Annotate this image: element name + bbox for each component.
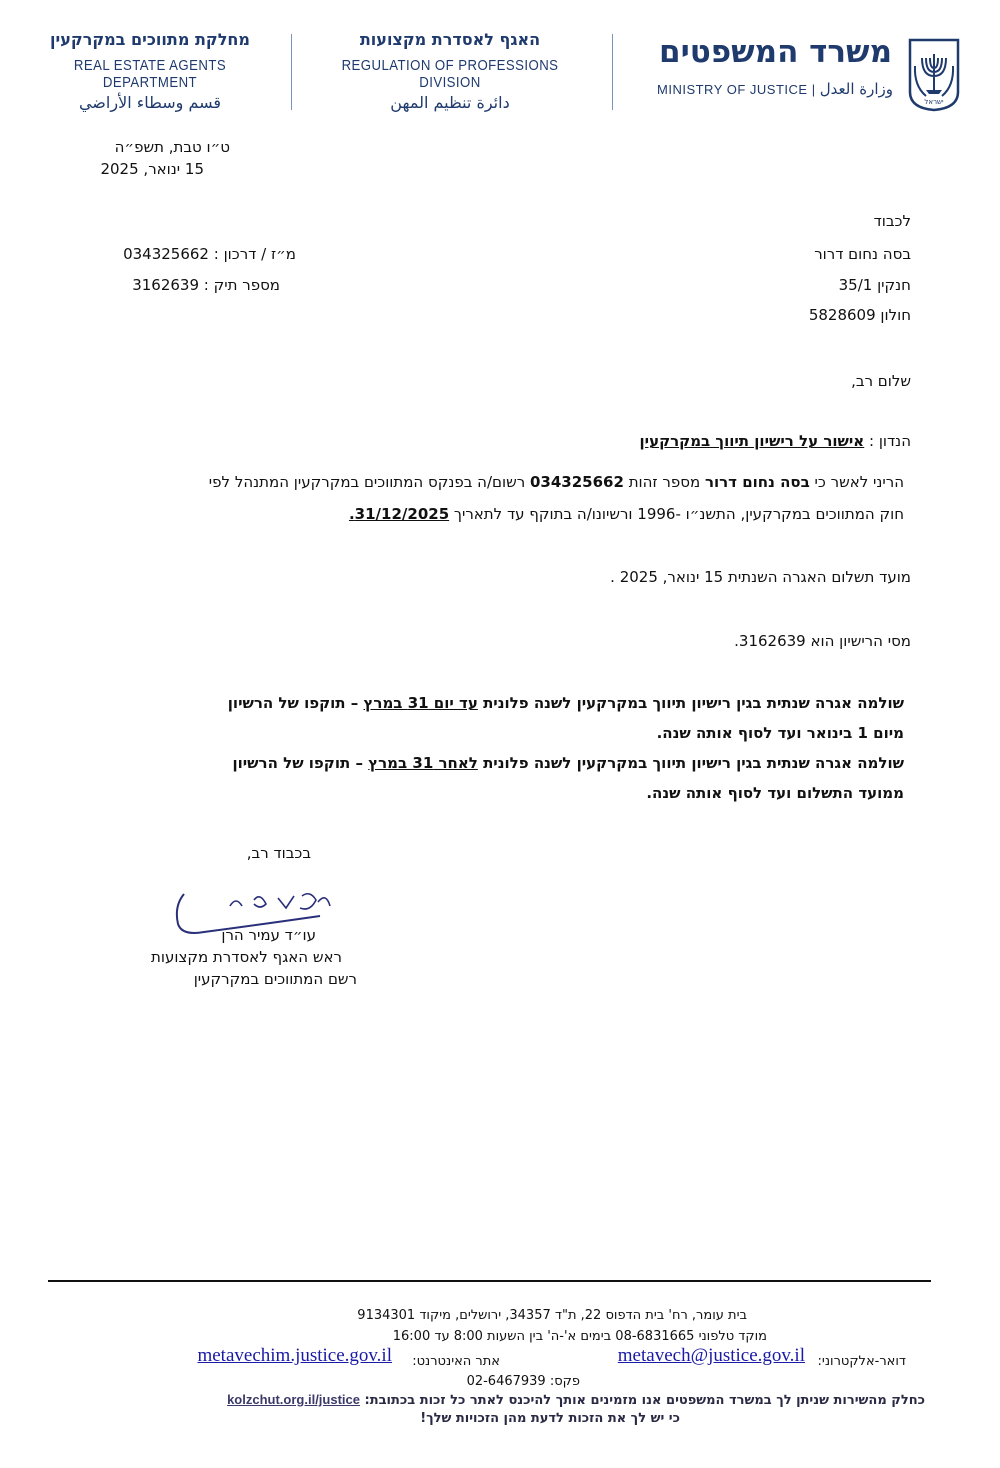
validity-conditions — [94, 688, 904, 808]
license-number-line: מסי הרישיון הוא 3162639. — [734, 632, 911, 650]
header-divider — [612, 34, 613, 110]
footer-email-label: דואר-אלקטרוני: — [817, 1354, 906, 1369]
confirmation-text: מספר זהות — [628, 473, 701, 491]
file-value: 3162639 — [132, 276, 200, 294]
confirmation-line-1 — [94, 466, 904, 498]
subject-label: הנדון : — [869, 432, 911, 450]
condition-deadline: עד יום 31 במרץ — [363, 694, 478, 712]
file-reference — [132, 274, 280, 296]
department-name-arabic: قسم وسطاء الأراضي — [78, 93, 222, 112]
ministry-name-hebrew: משרד המשפטים — [658, 34, 892, 70]
payment-date-line: מועד תשלום האגרה השנתית 15 ינואר, 2025 . — [610, 568, 911, 586]
condition-1-line-2: מיום 1 בינואר ועד לסוף אותה שנה. — [656, 724, 904, 742]
footer-web-link[interactable]: metavechim.justice.gov.il — [197, 1345, 392, 1366]
division-name-arabic: دائرة تنظيم المهن — [390, 93, 510, 112]
department-header — [30, 30, 270, 112]
id-reference — [123, 243, 296, 265]
id-value: 034325662 — [123, 245, 209, 263]
license-valid-until: 31/12/2025. — [348, 505, 450, 523]
greeting: שלום רב, — [851, 372, 911, 390]
closing: בכבוד רב, — [246, 844, 311, 862]
condition-deadline: לאחר 31 במרץ — [368, 754, 478, 772]
recipient-salutation: לכבוד — [873, 212, 911, 230]
department-name-hebrew: מחלקת מתווכים במקרקעין — [50, 30, 250, 49]
subject-line — [640, 430, 911, 452]
recipient-city: חולון 5828609 — [808, 306, 911, 324]
ministry-subtitle — [657, 80, 892, 98]
signatory-title-1: ראש האגף לאסדרת מקצועות — [151, 948, 342, 966]
ministry-name-arabic: وزارة العدل — [819, 80, 894, 98]
division-name-english: REGULATION OF PROFESSIONS DIVISION — [341, 57, 559, 91]
footer-fax: פקס: 02-6467939 — [466, 1374, 580, 1389]
condition-text: שולמה אגרה שנתית בגין רישיון תיווך במקרקעין לשנה פלונית — [483, 754, 904, 772]
ministry-name-english: MINISTRY OF JUSTICE — [657, 82, 808, 97]
signatory-title-2: רשם המתווכים במקרקעין — [193, 970, 357, 988]
footer-phone: מוקד טלפוני 08-6831665 בימים א'-ה' בין השעות 8:00 עד 16:00 — [392, 1329, 767, 1344]
state-emblem-icon — [906, 36, 962, 112]
licensee-name: בסה נחום דרור — [704, 473, 810, 491]
signatory-name: עו״ד עמיר הרן — [221, 926, 316, 944]
footer-web-label: אתר האינטרנט: — [412, 1354, 500, 1369]
confirmation-text: הריני לאשר כי — [814, 473, 904, 491]
footer-address: בית עומר, רח' בית הדפוס 22, ת"ד 34357, ירושלים, מיקוד 9134301 — [357, 1308, 747, 1323]
division-name-hebrew: האגף לאסדרת מקצועות — [359, 30, 541, 49]
header-divider — [291, 34, 292, 110]
footer-rights-line-1 — [227, 1392, 925, 1408]
condition-text: – תוקפו של הרשיון — [232, 754, 363, 772]
rights-text: כחלק מהשירות שניתן לך במשרד המשפטים אנו מזמינים אותך להיכנס לאתר כל זכות בכתובת: — [364, 1393, 925, 1408]
department-name-english: REAL ESTATE AGENTS DEPARTMENT — [73, 57, 227, 91]
condition-2-line-2: ממועד התשלום ועד לסוף אותה שנה. — [646, 784, 904, 802]
recipient-name: בסה נחום דרור — [814, 245, 911, 263]
gregorian-date: 15 ינואר, 2025 — [100, 160, 204, 178]
recipient-street: חנקין 35/1 — [838, 276, 911, 294]
id-label: מ״ז / דרכון : — [213, 245, 296, 263]
footer-rights-line-2: כי יש לך את הזכות לדעת מהן הזכויות שלך! — [420, 1411, 680, 1426]
condition-1-line-1 — [94, 688, 904, 718]
confirmation-text: רשום/ה בפנקס המתווכים במקרקעין המתנהל לפי — [208, 473, 526, 491]
licensee-id: 034325662 — [529, 473, 624, 491]
condition-2-line-1 — [94, 748, 904, 778]
footer-email-link[interactable]: metavech@justice.gov.il — [617, 1345, 805, 1366]
condition-text: שולמה אגרה שנתית בגין רישיון תיווך במקרקעין לשנה פלונית — [483, 694, 904, 712]
condition-text: – תוקפו של הרשיון — [227, 694, 359, 712]
division-header — [318, 30, 582, 112]
hebrew-date: ט״ו טבת, תשפ״ה — [114, 138, 230, 156]
confirmation-line-2 — [94, 498, 904, 530]
confirmation-text: חוק המתווכים במקרקעין, התשנ״ו -1996 ורשיונו/ה בתוקף עד לתאריך — [453, 505, 904, 523]
svg-text:ישראל: ישראל — [924, 98, 944, 106]
footer-divider — [48, 1280, 931, 1282]
confirmation-paragraph — [94, 466, 904, 530]
ministry-separator: | — [811, 82, 816, 97]
subject-text: אישור על רישיון תיווך במקרקעין — [639, 432, 865, 450]
kolzchut-link[interactable]: kolzchut.org.il/justice — [227, 1392, 360, 1407]
file-label: מספר תיק : — [203, 276, 280, 294]
